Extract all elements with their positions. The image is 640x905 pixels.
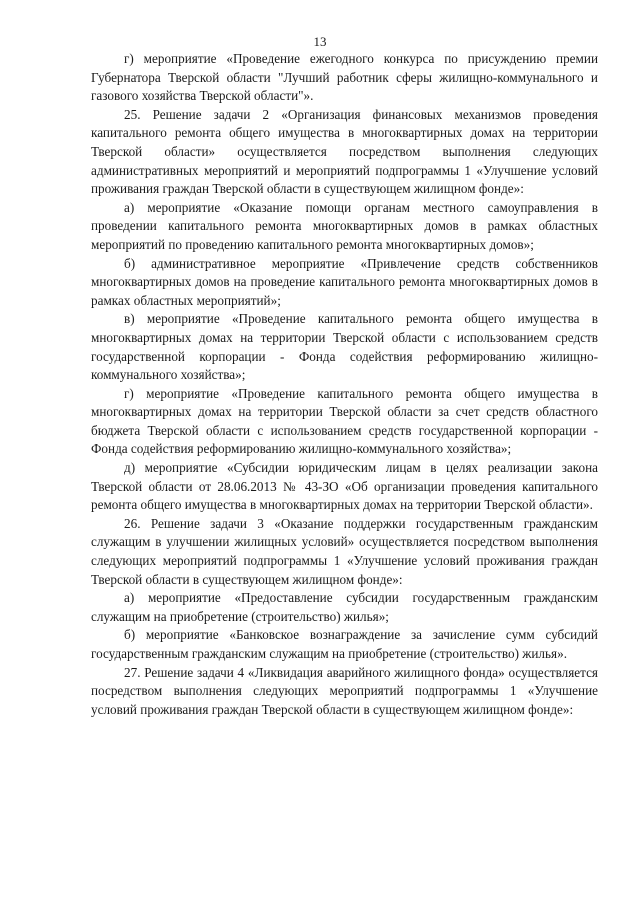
paragraph-item-g-contest: г) мероприятие «Проведение ежегодного конкурса по присуждению премии Губернатора Тверской области "Лучший работник сферы жилищно-коммунального и газового хозяйства Тверской области"». <box>91 51 602 104</box>
paragraph-26-task-3: 26. Решение задачи 3 «Оказание поддержки государственным гражданским служащим в улучшении жилищных условий» осуществляется посредством выполнения следующих мероприятий подпрограммы 1 «Улучшение условий проживания граждан Тверской области в существующем жилищном фонде»: <box>91 515 602 587</box>
paragraph-item-a-housing-subsidy: а) мероприятие «Предоставление субсидии государственным гражданским служащим на приобретение (строительство) жилья»; <box>91 590 602 624</box>
paragraph-25-task-2: 25. Решение задачи 2 «Организация финансовых механизмов проведения капитального ремонта общего имущества в многоквартирных домах на территории Тверской области» осуществляется посредством выполнения следующих административных мероприятий и мероприятий подпрограммы 1 «Улучшение условий проживания граждан Тверской области в существующем жилищном фонде»: <box>91 106 602 197</box>
paragraph-item-b-owners-funds: б) административное мероприятие «Привлечение средств собственников многоквартирных домов на проведение капитального ремонта многоквартирных домов в рамках областных мероприятий»; <box>91 255 602 308</box>
page-number: 13 <box>313 34 327 49</box>
paragraph-item-d-subsidies: д) мероприятие «Субсидии юридическим лицам в целях реализации закона Тверской области от 28.06.2013 № 43-ЗО «Об организации проведения капитального ремонта общего имущества в многоквартирных домах на территории Тверской области». <box>91 460 602 513</box>
paragraph-item-v-fund-repair: в) мероприятие «Проведение капитального ремонта общего имущества в многоквартирных домах на территории Тверской области с использованием средств государственной корпорации - Фонда содействия реформированию жилищно-коммунального хозяйства»; <box>91 311 602 383</box>
paragraph-27-task-4: 27. Решение задачи 4 «Ликвидация аварийного жилищного фонда» осуществляется посредством выполнения следующих мероприятий подпрограммы 1 «Улучшение условий проживания граждан Тверской области в существующем жилищном фонде»: <box>91 664 602 717</box>
paragraph-item-g-regional-budget: г) мероприятие «Проведение капитального ремонта общего имущества в многоквартирных домах на территории Тверской области за счет средств областного бюджета Тверской области с использованием средств государственной корпорации - Фонда содействия реформированию жилищно-коммунального хозяйства»; <box>91 385 602 457</box>
document-body <box>91 50 602 719</box>
paragraph-item-b-bank-fee: б) мероприятие «Банковское вознаграждение за зачисление сумм субсидий государственным гражданским служащим на приобретение (строительство) жилья». <box>91 627 602 661</box>
paragraph-item-a-assistance: а) мероприятие «Оказание помощи органам местного самоуправления в проведении капитального ремонта многоквартирных домов в рамках областных мероприятий по проведению капитального ремонта многоквартирных домов»; <box>91 199 602 252</box>
